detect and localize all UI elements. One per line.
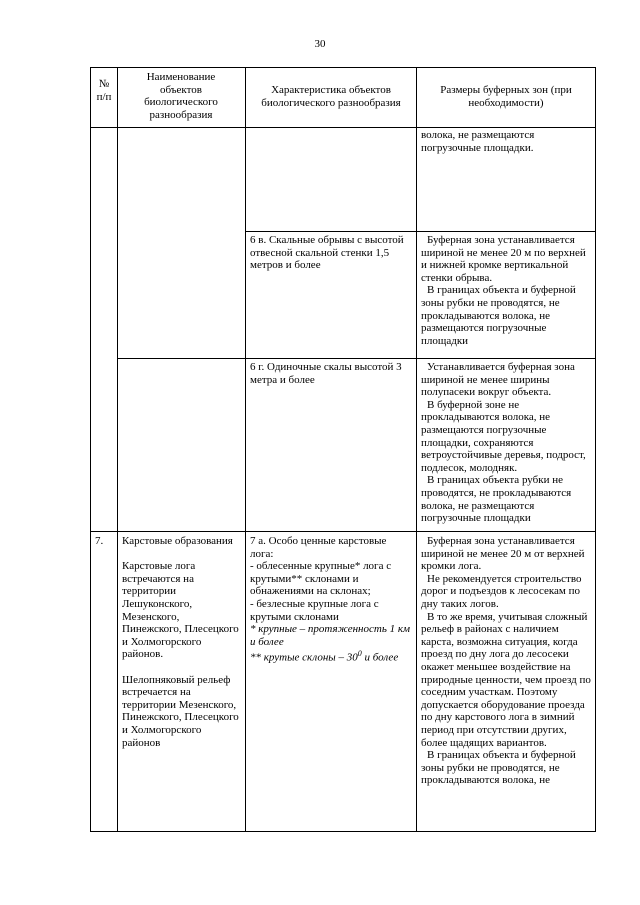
- characteristic-paragraph: 7 а. Особо ценные карстовые лога:: [250, 535, 387, 560]
- characteristic-cell: [250, 535, 412, 665]
- page-number: 30: [314, 38, 326, 50]
- header-number: № п/п: [96, 78, 112, 103]
- buffer-paragraph: Буферная зона устанавливается шириной не менее 20 м от верхней кромки лога.: [421, 535, 585, 573]
- buffer-paragraph: Буферная зона устанавливается шириной не менее 20 м по верхней и нижней кромке вертикальной стенки обрыва.: [421, 234, 586, 284]
- buffer-cell: [421, 234, 593, 347]
- row-divider: [245, 231, 595, 232]
- buffer-paragraph: В границах объекта рубки не проводятся, не прокладываются волока, не размещаются погрузочные площадки: [421, 474, 572, 525]
- buffer-paragraph: волока, не размещаются погрузочные площадки.: [421, 129, 535, 154]
- row-divider: [117, 358, 595, 359]
- header-object-characteristic: Характеристика объектов биологического разнообразия: [261, 84, 401, 109]
- characteristic-paragraph: - облесенные крупные* лога с крутыми** склонами и обнажениями на склонах;: [250, 560, 392, 598]
- header-object-name: Наименование объектов биологического разнообразия: [144, 71, 218, 121]
- buffer-zones-table: [90, 67, 596, 832]
- buffer-paragraph: В то же время, учитывая сложный рельеф в районах с наличием карста, возможна ситуация, когда проезд по дну лога до лесосеки окажет меньшее воздействие на природные ценности, чем проезд по соседним участкам. Поэтому допускается оборудование проезда по дну карстового лога в зимний период при отсутствии других, более щадящих вариантов.: [421, 610, 591, 749]
- spacer: [122, 661, 240, 674]
- buffer-paragraph: В буферной зоне не прокладываются волока, не размещаются погрузочные площадки, сохраняются ветроустойчивые деревья, подрост, подлесок, молодняк.: [421, 398, 586, 474]
- object-name-paragraph: Карстовые лога встречаются на территории Лешуконского, Мезенского, Пинежского, Плесецкого и Холмогорского районов.: [122, 560, 239, 661]
- header-divider: [91, 127, 595, 128]
- row-divider: [91, 531, 595, 532]
- buffer-paragraph: В границах объекта и буферной зоны рубки не проводятся, не прокладываются волока, не размещаются погрузочные площадки: [421, 284, 576, 347]
- column-divider: [416, 68, 417, 831]
- degree-superscript: 0: [357, 649, 362, 659]
- footnote-large: * крупные – протяженность 1 км и более: [250, 623, 410, 648]
- buffer-paragraph: Устанавливается буферная зона шириной не менее ширины полупасеки вокруг объекта.: [421, 361, 575, 399]
- footnote-steep: [250, 648, 412, 664]
- header-buffer-size: Размеры буферных зон (при необходимости): [440, 84, 572, 109]
- spacer: [122, 548, 240, 561]
- buffer-cell: [421, 129, 593, 154]
- buffer-paragraph: Не рекомендуется строительство дорог и подъездов к лесосекам по дну таких логов.: [421, 572, 582, 610]
- characteristic-cell: 6 в. Скальные обрывы с высотой отвесной скальной стенки 1,5 метров и более: [250, 234, 404, 272]
- characteristic-cell: 6 г. Одиночные скалы высотой 3 метра и более: [250, 361, 402, 386]
- characteristic-paragraph: - безлесные крупные лога с крутыми склонами: [250, 597, 379, 623]
- column-divider: [117, 68, 118, 831]
- row-number: 7.: [95, 535, 104, 547]
- footnote-steep-tail: и более: [361, 652, 399, 664]
- buffer-cell: [421, 535, 593, 787]
- object-name-cell: [122, 535, 240, 749]
- object-name-paragraph: Карстовые образования: [122, 535, 233, 547]
- column-divider: [245, 68, 246, 831]
- object-name-paragraph: Шелопняковый рельеф встречается на территории Мезенского, Пинежского, Плесецкого и Холмогорского районов: [122, 673, 239, 749]
- buffer-cell: [421, 361, 593, 525]
- footnote-steep-text: ** крутые склоны – 30: [250, 652, 358, 664]
- buffer-paragraph: В границах объекта и буферной зоны рубки не проводятся, не прокладываются волока, не: [421, 749, 576, 787]
